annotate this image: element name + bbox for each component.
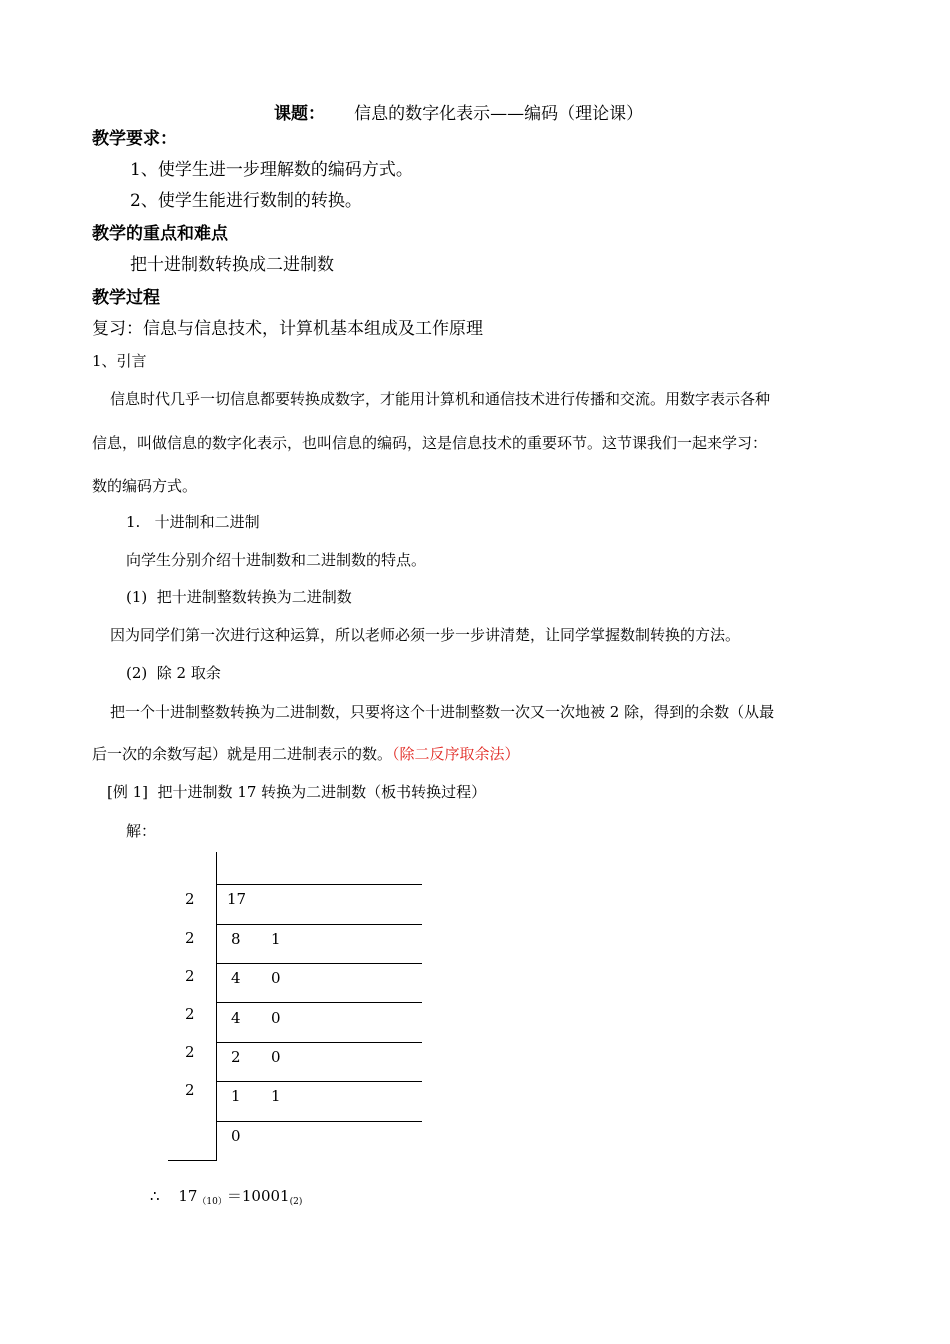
- section-1-title: 1. 十进制和二进制: [126, 513, 260, 531]
- remainder: 0: [271, 1048, 281, 1066]
- point-2-line-1: 把一个十进制整数转换为二进制数，只要将这个十进制整数一次又一次地被 2 除，得到的余数（从最: [110, 703, 775, 721]
- therefore-symbol: ∴: [150, 1187, 160, 1205]
- point-2-line-2: [92, 743, 520, 764]
- division-bottom-line: [168, 1160, 217, 1161]
- quotient: 1: [231, 1087, 241, 1105]
- remainder: 1: [271, 1087, 281, 1105]
- divisor: 2: [185, 929, 195, 947]
- quotient: 2: [231, 1048, 241, 1066]
- division-vertical-line: [216, 852, 217, 1161]
- review-text: 复习：信息与信息技术，计算机基本组成及工作原理: [92, 319, 483, 339]
- section-1-text: 向学生分别介绍十进制数和二进制数的特点。: [126, 551, 427, 569]
- divisor: 2: [185, 1005, 195, 1023]
- divisor: 2: [185, 1043, 195, 1061]
- divisor: 2: [185, 967, 195, 985]
- quotient: 17: [227, 890, 247, 908]
- intro-line-3: 数的编码方式。: [92, 477, 198, 495]
- quotient: 8: [231, 930, 241, 948]
- example-1: [例 1] 把十进制数 17 转换为二进制数（板书转换过程）: [107, 783, 487, 801]
- intro-line-1: 信息时代几乎一切信息都要转换成数字，才能用计算机和通信技术进行传播和交流。用数字表示各种: [110, 390, 771, 408]
- division-row-line: [216, 1042, 422, 1043]
- point-1-text: 因为同学们第一次进行这种运算，所以老师必须一步一步讲清楚，让同学掌握数制转换的方法。: [110, 626, 741, 644]
- result-base-10: （10）: [197, 1197, 227, 1207]
- quotient: 4: [231, 1009, 241, 1027]
- result-decimal: 17: [178, 1187, 198, 1205]
- req-item-2: 2、使学生能进行数制的转换。: [130, 191, 362, 211]
- divisor: 2: [185, 1081, 195, 1099]
- result-line: [150, 1185, 302, 1207]
- point-1-title: (1) 把十进制整数转换为二进制数: [126, 588, 352, 606]
- solve-label: 解：: [126, 822, 157, 840]
- title-text: 信息的数字化表示——编码（理论课）: [354, 104, 644, 124]
- key-heading: 教学的重点和难点: [92, 224, 228, 244]
- key-text: 把十进制数转换成二进制数: [130, 255, 334, 275]
- quotient: 4: [231, 969, 241, 987]
- req-item-1: 1、使学生进一步理解数的编码方式。: [130, 160, 413, 180]
- process-heading: 教学过程: [92, 288, 160, 308]
- intro-line-2: 信息，叫做信息的数字化表示，也叫信息的编码，这是信息技术的重要环节。这节课我们一起来学习：: [92, 434, 768, 452]
- division-row-line: [216, 1081, 422, 1082]
- division-row-line: [216, 1002, 422, 1003]
- remainder: 0: [271, 969, 281, 987]
- remainder: 0: [271, 1009, 281, 1027]
- point-2-line-2-text: 后一次的余数写起）就是用二进制表示的数。: [92, 745, 393, 763]
- division-row-line: [216, 884, 422, 885]
- point-2-title: (2) 除 2 取余: [126, 664, 221, 682]
- remainder: 1: [271, 930, 281, 948]
- title: [274, 99, 643, 124]
- result-binary: ＝10001: [226, 1187, 290, 1205]
- division-row-line: [216, 963, 422, 964]
- division-row-line: [216, 924, 422, 925]
- method-name-red: （除二反序取余法）: [392, 745, 520, 763]
- intro-title: 1、引言: [92, 352, 147, 370]
- req-heading: 教学要求：: [92, 129, 177, 149]
- title-label: 课题：: [274, 104, 325, 124]
- divisor: 2: [185, 890, 195, 908]
- division-row-line: [216, 1121, 422, 1122]
- result-base-2: (2): [289, 1197, 303, 1207]
- quotient: 0: [231, 1127, 241, 1145]
